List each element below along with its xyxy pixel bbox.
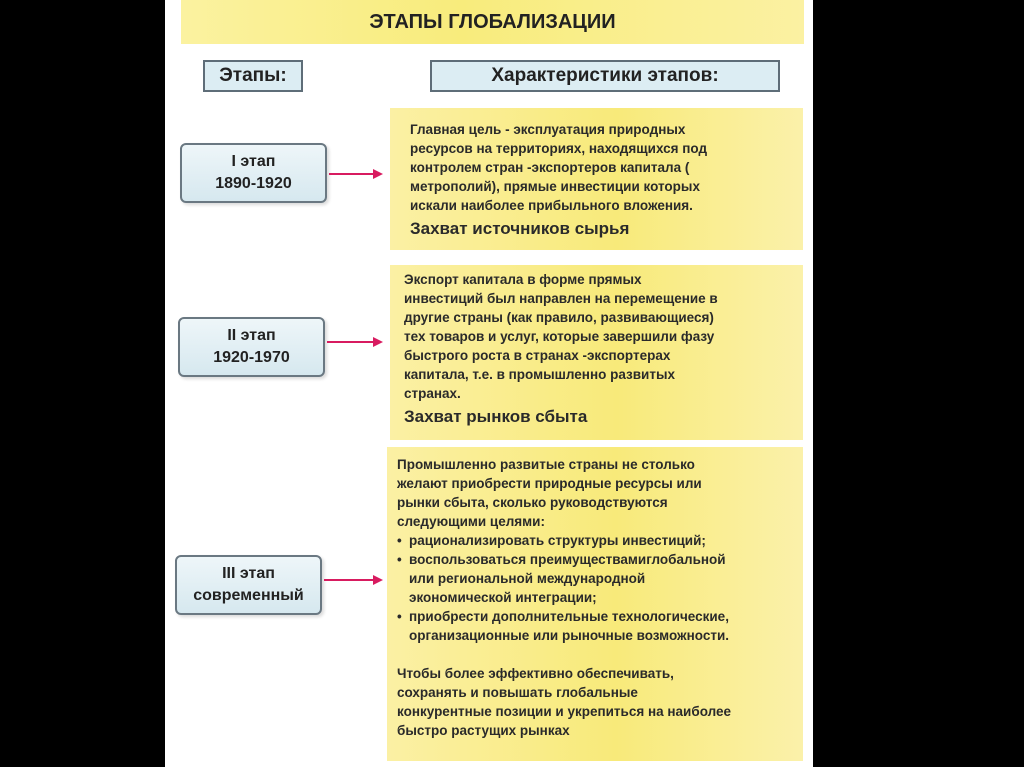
conclusion-line: сохранять и повышать глобальные (397, 685, 638, 700)
goal-item: • воспользоваться преимуществамиглобальной или региональной международной экономической интеграции; (397, 550, 795, 607)
stage-2-box (178, 317, 325, 377)
desc-line: капитала, т.е. в промышленно развитых (404, 367, 675, 382)
stage-3-box (175, 555, 322, 615)
stage-3-name: III этап (222, 565, 275, 582)
stage-1-box (180, 143, 327, 203)
desc-line: инвестиций был направлен на перемещение в (404, 291, 718, 306)
stages-header: Этапы: (203, 60, 303, 92)
characteristics-header: Характеристики этапов: (430, 60, 780, 92)
desc-line: рынки сбыта, сколько руководствуются (397, 495, 668, 510)
stage-3-arrow (322, 572, 387, 588)
stage-1-name: I этап (231, 153, 276, 170)
goals-list (397, 531, 795, 645)
desc-line: искали наиболее прибыльного вложения. (410, 198, 693, 213)
stage-1-arrow (327, 166, 387, 182)
stage-2-description (390, 265, 803, 440)
desc-line: ресурсов на территориях, находящихся под (410, 141, 708, 156)
stage-1-period: 1890-1920 (215, 175, 292, 192)
stage-1-description (390, 108, 803, 250)
desc-line: Экспорт капитала в форме прямых (404, 272, 642, 287)
conclusion-line: Чтобы более эффективно обеспечивать, (397, 666, 674, 681)
desc-line: метрополий), прямые инвестиции которых (410, 179, 700, 194)
stage-2-period: 1920-1970 (213, 349, 290, 366)
stage-2-arrow (325, 334, 387, 350)
stage-3-description (387, 447, 803, 761)
stage-2-name: II этап (227, 327, 276, 344)
desc-line: Промышленно развитые страны не столько (397, 457, 695, 472)
conclusion-line: быстро растущих рынках (397, 723, 570, 738)
stage-1-summary: Захват источников сырья (410, 219, 630, 238)
desc-line: желают приобрести природные ресурсы или (397, 476, 702, 491)
desc-line: Главная цель - эксплуатация природных (410, 122, 686, 137)
desc-line: следующими целями: (397, 514, 545, 529)
desc-line: другие страны (как правило, развивающиеся) (404, 310, 714, 325)
stage-2-summary: Захват рынков сбыта (404, 407, 588, 426)
slide-title: ЭТАПЫ ГЛОБАЛИЗАЦИИ (181, 0, 804, 44)
goal-item: • рационализировать структуры инвестиций; (397, 531, 795, 550)
conclusion-line: конкурентные позиции и укрепиться на наиболее (397, 704, 732, 719)
desc-line: тех товаров и услуг, которые завершили фазу (404, 329, 715, 344)
stage-3-period: современный (193, 587, 304, 604)
desc-line: быстрого роста в странах -экспортерах (404, 348, 671, 363)
goal-item: • приобрести дополнительные технологические, организационные или рыночные возможности. (397, 607, 795, 645)
slide (165, 0, 813, 767)
desc-line: странах. (404, 386, 461, 401)
desc-line: контролем стран -экспортеров капитала ( (410, 160, 690, 175)
